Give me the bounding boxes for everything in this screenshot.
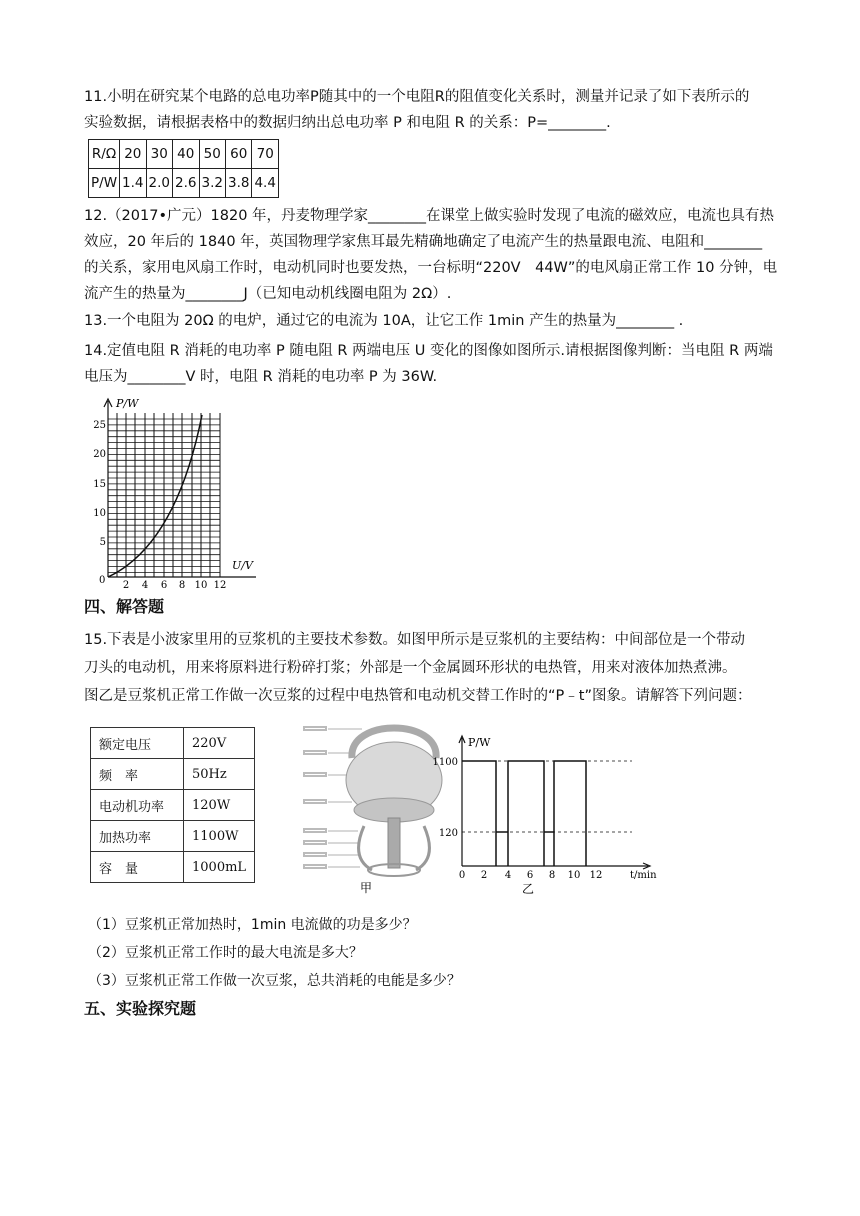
q12-line1: 12.（2017•广元）1820 年，丹麦物理学家________在课堂上做实验时发现了电流的磁效应，电流也具有热 [84,208,775,224]
table-cell: 60 [225,140,251,169]
power-trace [462,761,586,866]
p-t-graph [432,730,657,896]
q11-line2: 实验数据，请根据表格中的数据归纳出总电功率 P 和电阻 R 的关系：P=________. [84,115,611,131]
q11-line1: 11.小明在研究某个电路的总电功率P随其中的一个电阻R的阻值变化关系时，测量并记录了如下表所示的 [84,89,750,105]
x-tick-label: 2 [122,580,130,591]
y-axis-label: P/W [468,736,491,749]
x-tick-label: 8 [178,580,186,591]
table-cell: 2.6 [173,169,199,198]
table-cell: 4.4 [252,169,278,198]
x-tick-label: 10 [194,580,208,591]
q15-line3: 图乙是豆浆机正常工作做一次豆浆的过程中电热管和电动机交替工作时的“P﹣t”图象。请解答下列问题： [84,688,752,704]
table-cell: 1100W [184,821,255,852]
x-tick-label: 8 [548,870,556,881]
table-cell: 额定电压 [91,728,184,759]
x-axis-label: U/V [232,559,253,572]
y-tick-label: 20 [93,449,106,460]
table-cell: 120W [184,790,255,821]
section-5-title: 五、实验探究题 [84,999,197,1018]
y-tick-label: 10 [93,508,106,519]
motor-shaft [388,818,400,868]
q12-line3: 的关系，家用电风扇工作时，电动机同时也要发热，一台标明“220V 44W”的电风扇正常工作 10 分钟，电 [84,260,778,276]
q14-line1: 14.定值电阻 R 消耗的电功率 P 随电阻 R 两端电压 U 变化的图像如图所示.请根据图像判断：当电阻 R 两端 [84,343,773,359]
table-row [89,169,279,198]
table-cell: 容 量 [91,852,184,883]
x-tick-label: 4 [141,580,149,591]
x-tick-label: 0 [458,870,466,881]
table-cell: 220V [184,728,255,759]
x-tick-label: 2 [480,870,488,881]
table-cell: 30 [146,140,172,169]
table-cell: 加热功率 [91,821,184,852]
x-tick-label: 6 [526,870,534,881]
q11-data-table [88,139,279,198]
y-tick-label: 1100 [432,757,458,768]
q14-line2: 电压为________V 时，电阻 R 消耗的电功率 P 为 36W. [84,369,438,385]
y-tick-label: 5 [99,537,106,548]
y-tick-label: 120 [438,828,458,839]
table-cell: 1000mL [184,852,255,883]
table-cell: 3.2 [199,169,225,198]
table-row [91,728,255,759]
table-cell: 70 [252,140,278,169]
table-cell: 40 [173,140,199,169]
q15-line1: 15.下表是小波家里用的豆浆机的主要技术参数。如图甲所示是豆浆机的主要结构：中间部位是一个带动 [84,632,746,648]
table-row [91,821,255,852]
x-tick-label: 12 [213,580,227,591]
q15-sub1: （1）豆浆机正常加热时，1min 电流做的功是多少？ [88,917,417,933]
table-cell: 频 率 [91,759,184,790]
table-cell: 50Hz [184,759,255,790]
table-cell: 3.8 [225,169,251,198]
x-tick-label: 10 [567,870,581,881]
q12-line2: 效应，20 年后的 1840 年，英国物理学家焦耳最先精确地确定了电流产生的热量跟电流、电阻和________ [84,234,763,250]
figure-caption-b: 乙 [522,882,535,896]
y-tick-label: 25 [93,420,106,431]
table-row [91,852,255,883]
q15-sub2: （2）豆浆机正常工作时的最大电流是多大？ [88,945,363,961]
origin-label: 0 [99,575,106,586]
table-row [89,140,279,169]
q13-line1: 13.一个电阻为 20Ω 的电炉，通过它的电流为 10A，让它工作 1min 产生的热量为________ . [84,313,684,329]
section-4-title: 四、解答题 [84,597,165,616]
x-tick-label: 6 [160,580,168,591]
figure-caption-a: 甲 [360,881,373,895]
soymilk-machine-figure [300,718,450,898]
guide-lines [462,761,632,832]
q15-sub3: （3）豆浆机正常工作做一次豆浆，总共消耗的电能是多少？ [88,973,461,989]
table-cell: P/W [89,169,120,198]
table-cell: 1.4 [120,169,146,198]
q12-line4: 流产生的热量为________J（已知电动机线圈电阻为 2Ω）. [84,286,452,302]
table-cell: 20 [120,140,146,169]
table-cell: 50 [199,140,225,169]
table-cell: R/Ω [89,140,120,169]
table-row [91,759,255,790]
y-tick-label: 15 [93,479,106,490]
q14-p-u-graph [86,395,266,590]
q15-line2: 刀头的电动机，用来将原料进行粉碎打浆；外部是一个金属圆环形状的电热管，用来对液体加热煮沸。 [84,660,737,676]
table-row [91,790,255,821]
soymilk-spec-table [90,727,255,883]
y-axis-label: P/W [116,397,139,410]
table-cell: 2.0 [146,169,172,198]
x-tick-label: 4 [504,870,512,881]
x-tick-label: 12 [589,870,603,881]
table-cell: 电动机功率 [91,790,184,821]
x-axis-label: t/min [630,870,657,881]
